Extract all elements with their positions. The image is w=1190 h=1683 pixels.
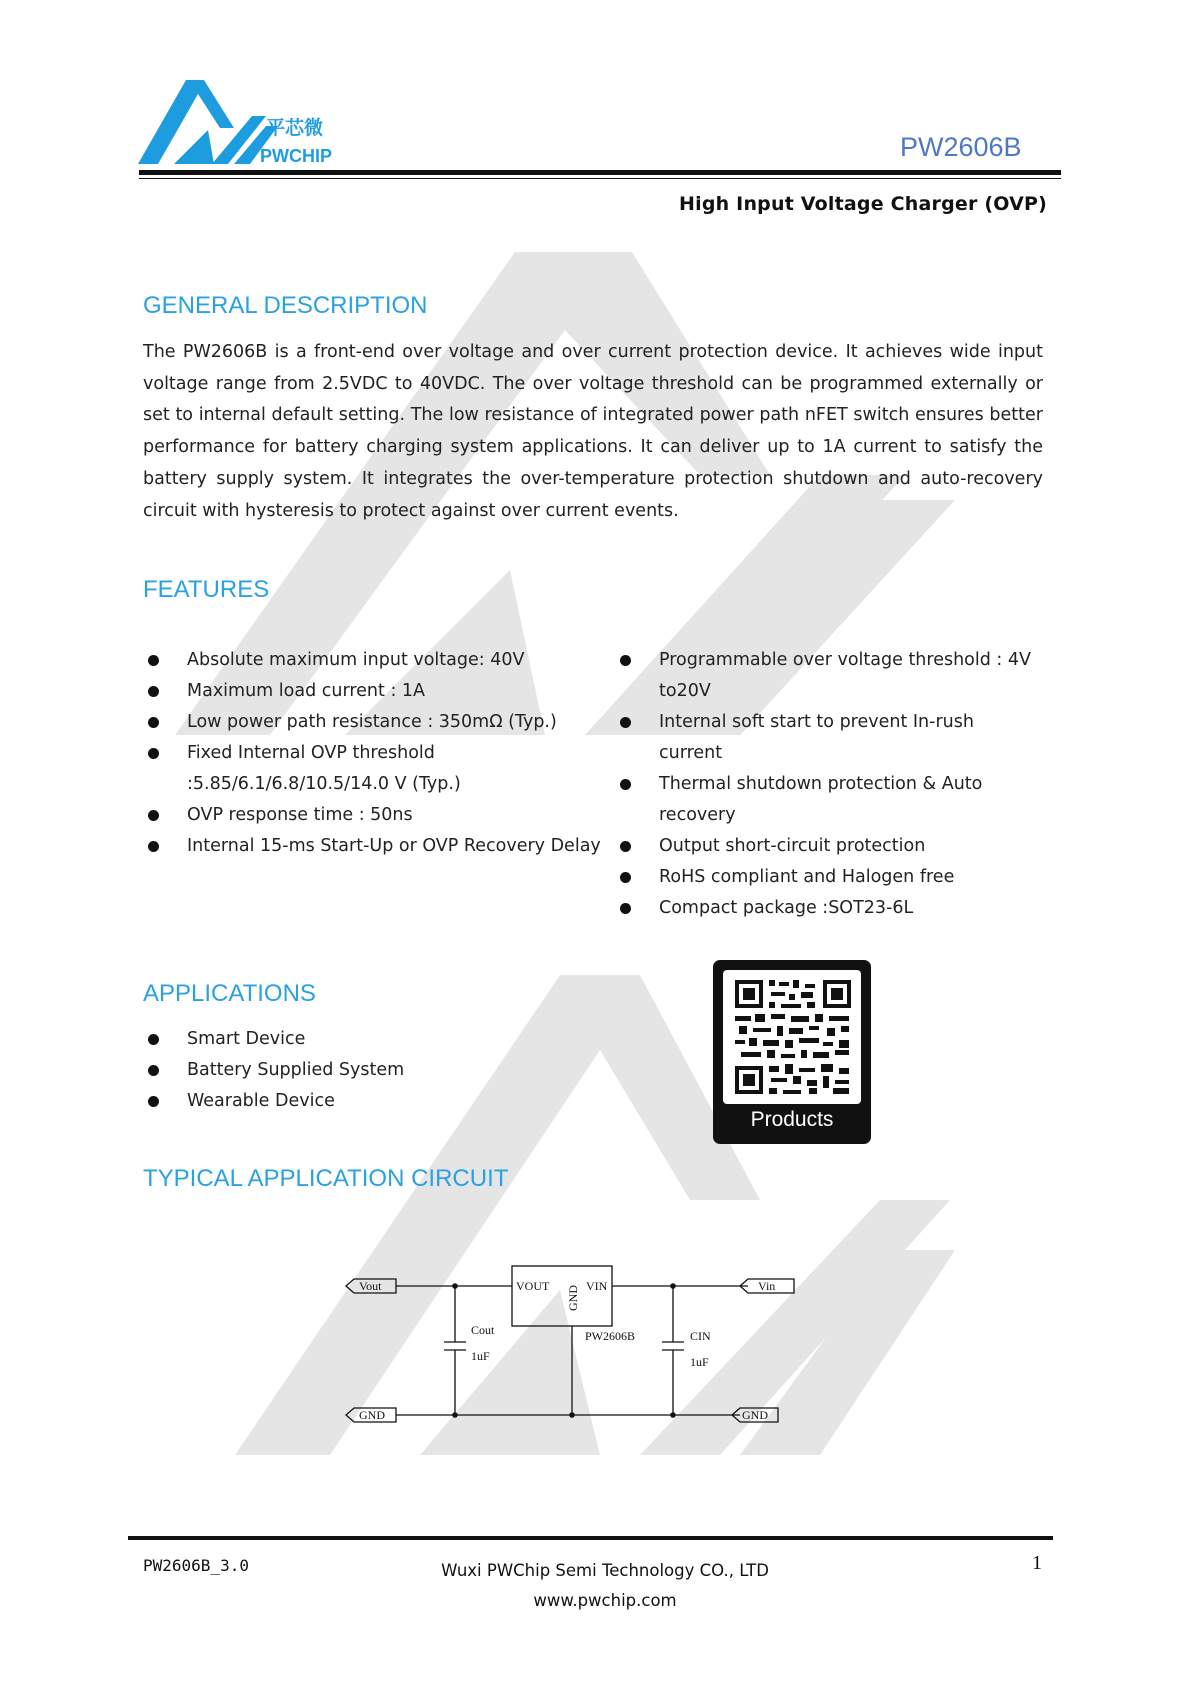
list-item: OVP response time : 50ns	[145, 800, 585, 831]
vin-port-label: Vin	[758, 1279, 776, 1293]
bullet-icon	[148, 717, 159, 728]
general-description-text: The PW2606B is a front-end over voltage and over current protection device. It achieves wide input voltage range from 2.5VDC to 40VDC. The over voltage threshold can be programmed externally or set to internal default setting. The low resistance of integrated power path nFET switch ensures better performance for battery charging system applications. It can deliver up to 1A current to satisfy the battery supply system. It integrates the over-temperature protection shutdown and auto-recovery circuit with hysteresis to protect against over current events.	[143, 342, 1043, 521]
pin-gnd-label: GND	[566, 1285, 580, 1311]
cout-label: Cout	[471, 1323, 495, 1337]
footer-rule	[128, 1536, 1053, 1540]
bullet-icon	[620, 779, 631, 790]
page-number: 1	[1032, 1552, 1042, 1574]
list-item: Absolute maximum input voltage: 40V	[145, 645, 585, 676]
cout-value: 1uF	[471, 1349, 490, 1363]
bullet-icon	[148, 1096, 159, 1107]
list-item: Programmable over voltage threshold : 4V to20V	[617, 645, 1047, 707]
bullet-icon	[148, 810, 159, 821]
chip-label: PW2606B	[585, 1329, 636, 1343]
bullet-icon	[620, 903, 631, 914]
bullet-icon	[148, 1065, 159, 1076]
list-item: Wearable Device	[145, 1086, 545, 1117]
gnd-right-label: GND	[742, 1408, 768, 1422]
features-list-left	[145, 645, 601, 862]
bullet-icon	[620, 717, 631, 728]
list-item: Internal soft start to prevent In-rush current	[617, 707, 999, 769]
pin-vout-label: VOUT	[516, 1279, 550, 1293]
list-item: Battery Supplied System	[145, 1055, 545, 1086]
bullet-icon	[620, 841, 631, 852]
general-description-heading: GENERAL DESCRIPTION	[143, 292, 428, 319]
logo-cn-text: 平芯微	[266, 117, 324, 139]
features-list-right	[617, 645, 1047, 924]
qr-code-icon	[723, 970, 861, 1104]
gnd-left-label: GND	[359, 1408, 385, 1422]
header-rule-thin	[139, 178, 1061, 179]
circuit-heading: TYPICAL APPLICATION CIRCUIT	[143, 1165, 509, 1192]
features-heading: FEATURES	[143, 576, 270, 603]
part-number: PW2606B	[900, 132, 1022, 162]
bullet-icon	[620, 872, 631, 883]
list-item: RoHS compliant and Halogen free	[617, 862, 1047, 893]
list-item: Smart Device	[145, 1024, 545, 1055]
list-item: Fixed Internal OVP threshold :5.85/6.1/6.8/10.5/14.0 V (Typ.)	[145, 738, 562, 800]
list-item: Low power path resistance : 350mΩ (Typ.)	[145, 707, 585, 738]
bullet-icon	[148, 841, 159, 852]
list-item: Thermal shutdown protection & Auto recovery	[617, 769, 1019, 831]
bullet-icon	[148, 686, 159, 697]
list-item: Maximum load current : 1A	[145, 676, 585, 707]
bullet-icon	[148, 655, 159, 666]
products-qr-code[interactable]	[713, 960, 871, 1144]
footer-company-block	[380, 1556, 830, 1616]
pin-vin-label: VIN	[586, 1279, 608, 1293]
list-item: Compact package :SOT23-6L	[617, 893, 1047, 924]
bullet-icon	[620, 655, 631, 666]
header-rule	[139, 170, 1061, 175]
bullet-icon	[148, 1034, 159, 1045]
document-subtitle: High Input Voltage Charger (OVP)	[679, 193, 1047, 215]
applications-heading: APPLICATIONS	[143, 980, 316, 1007]
company-name: Wuxi PWChip Semi Technology CO., LTD	[441, 1561, 769, 1580]
list-item: Internal 15-ms Start-Up or OVP Recovery Delay	[145, 831, 607, 862]
vout-port-label: Vout	[359, 1279, 382, 1293]
application-circuit-diagram	[340, 1240, 800, 1425]
cin-label: CIN	[690, 1329, 711, 1343]
list-item: Output short-circuit protection	[617, 831, 1047, 862]
logo-en-text: PWCHIP	[260, 146, 332, 166]
bullet-icon	[148, 748, 159, 759]
pwchip-logo	[138, 78, 358, 170]
document-id: PW2606B_3.0	[143, 1556, 249, 1575]
applications-list	[145, 1024, 545, 1117]
qr-label: Products	[750, 1108, 834, 1131]
website-link[interactable]: www.pwchip.com	[533, 1591, 677, 1610]
cin-value: 1uF	[690, 1355, 709, 1369]
